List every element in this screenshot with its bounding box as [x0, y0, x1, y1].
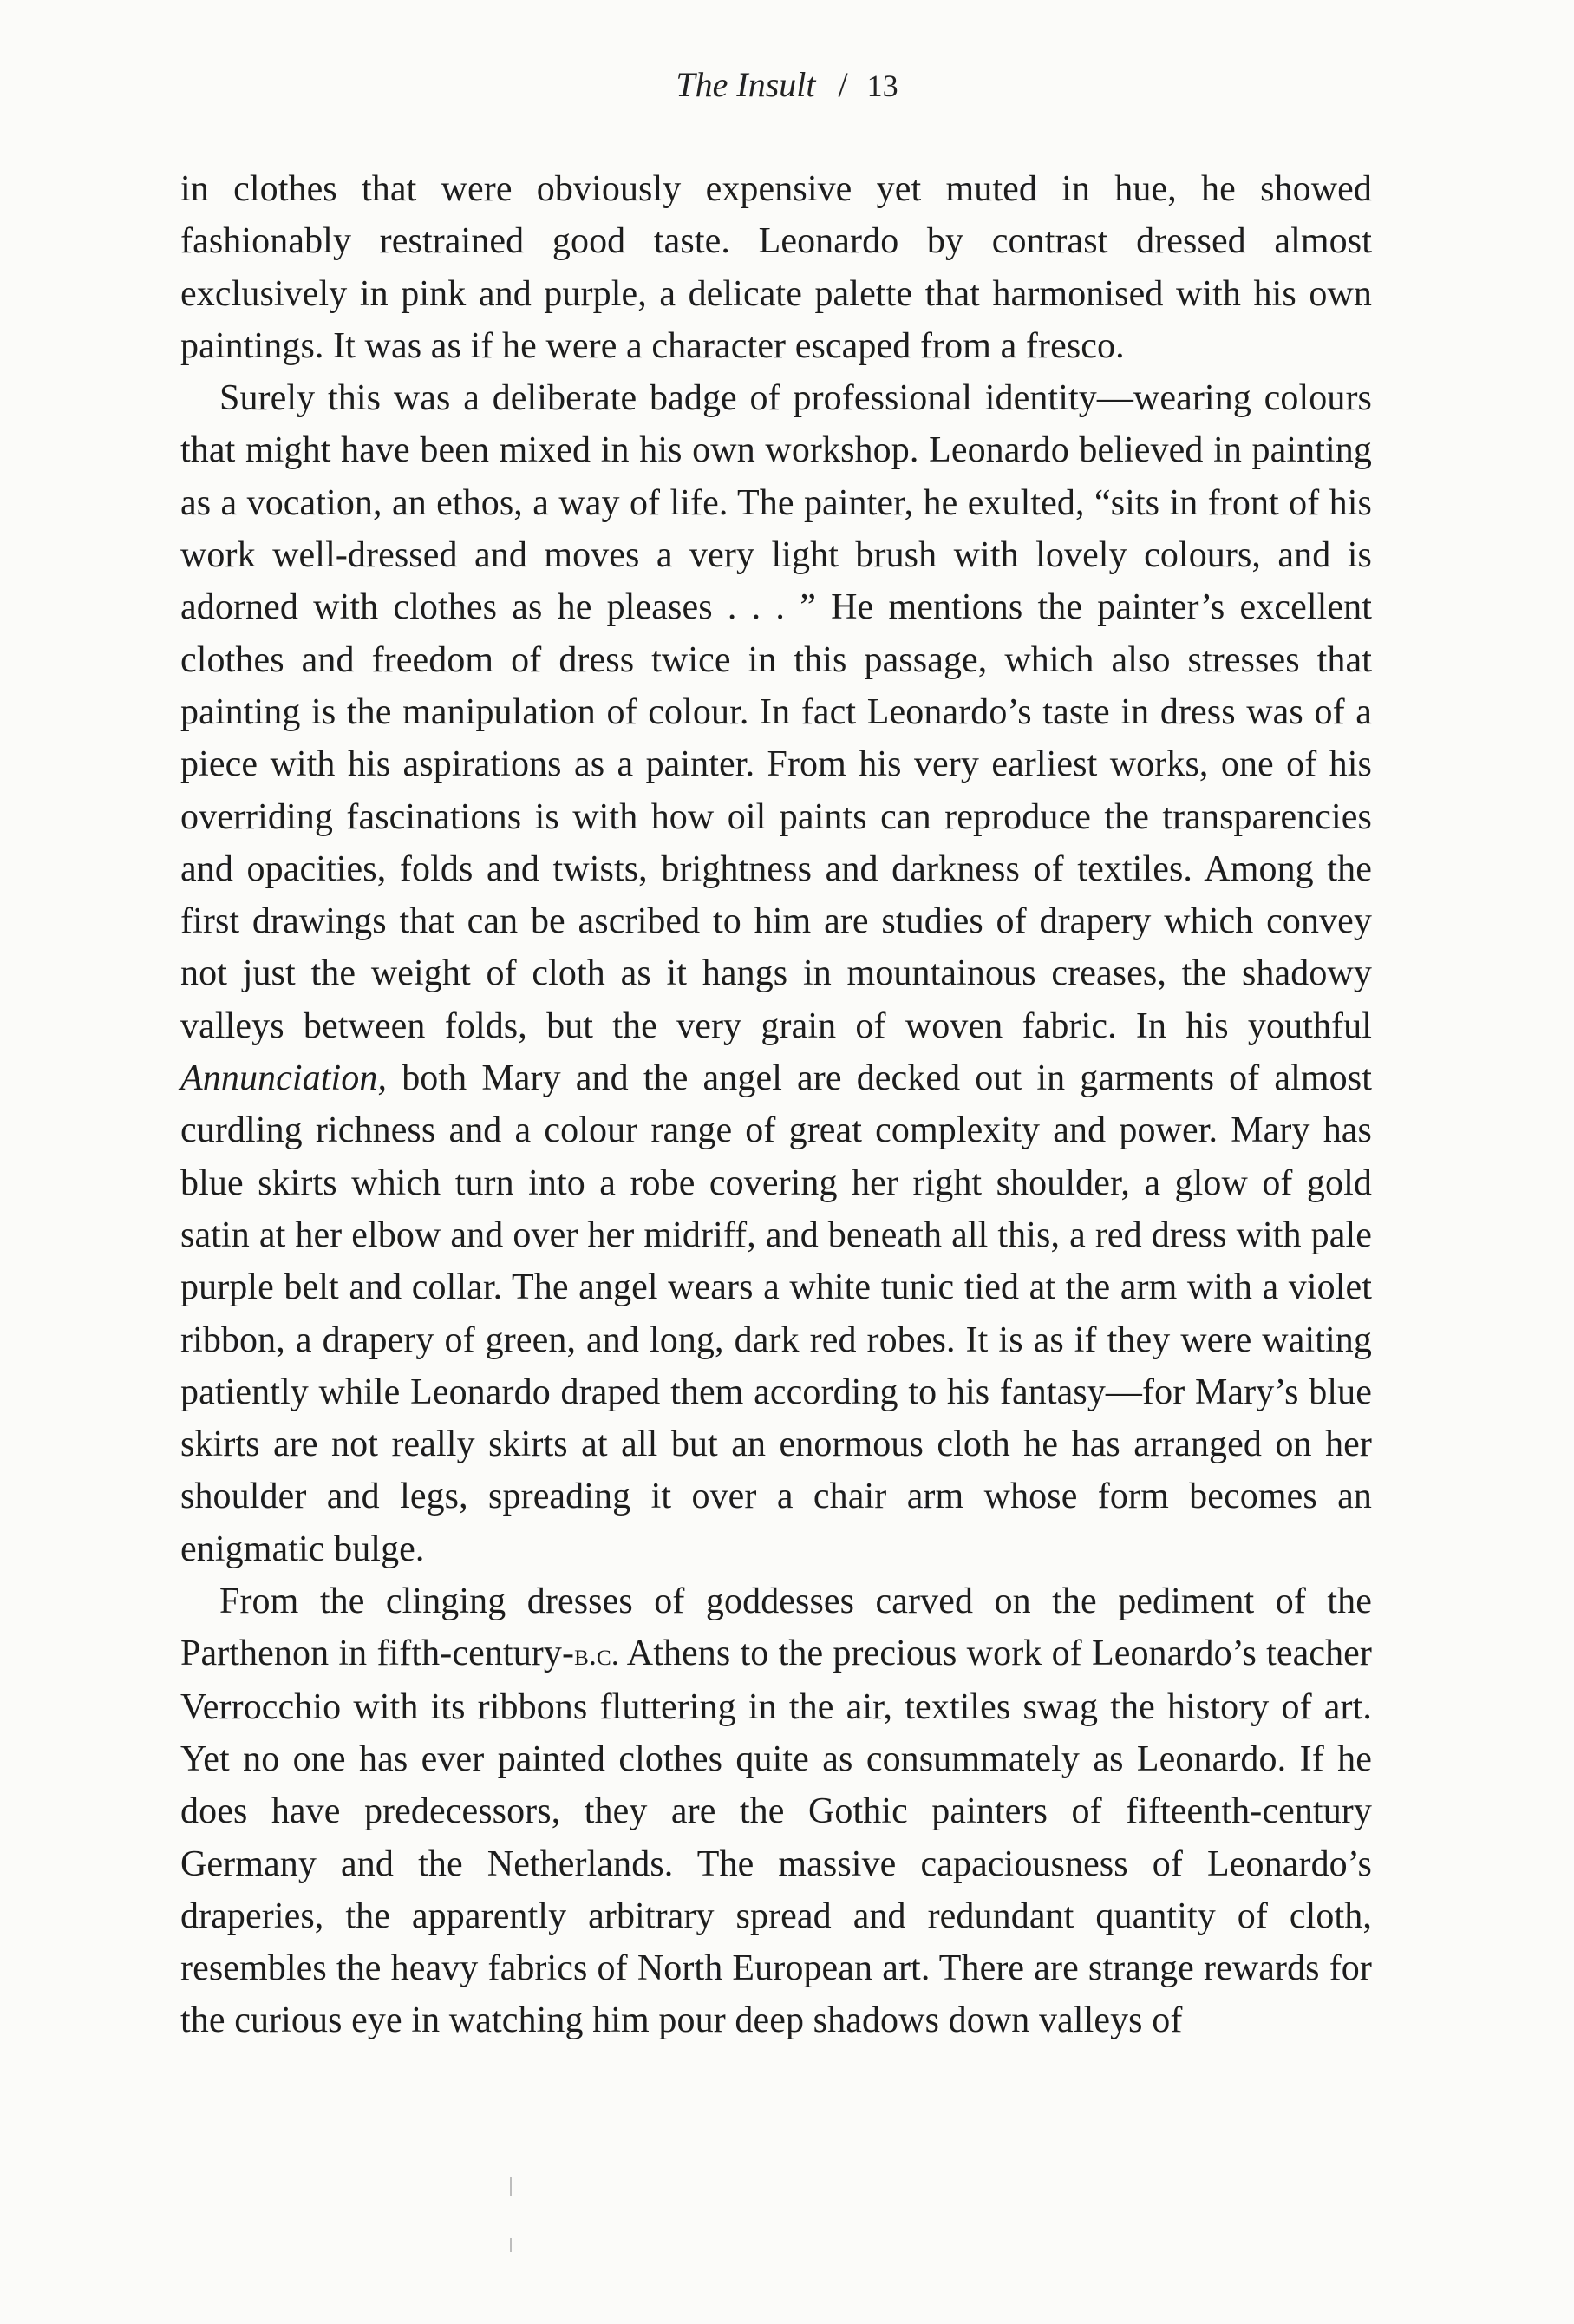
- era-abbreviation: b.c.: [574, 1637, 619, 1673]
- text-segment: Athens to the precious work of Leonardo’s teacher Verrocchio with its ribbons fluttering in the air, textiles swag the history of art. Yet no one has ever painted clothes quite as consummately as Leonardo. If he does have predecessors, they are the Gothic painters of fifteenth-century Germany and the Netherlands. The massive capaciousness of Leonardo’s draperies, the apparently arbitrary spread and redundant quantity of cloth, resembles the heavy fabrics of North European art. There are strange rewards for the curious eye in watching him pour deep shadows down valleys of: [180, 1633, 1372, 2041]
- paragraph-2: [180, 372, 1372, 1575]
- body-text: [180, 163, 1372, 2047]
- text-segment: From the clinging dresses of goddesses carved on the pediment of the Parthenon in fifth-century-: [180, 1581, 1372, 1674]
- scan-mark: [510, 2238, 512, 2252]
- paragraph-1: [180, 163, 1372, 372]
- running-head-separator: /: [838, 65, 848, 104]
- scan-mark: [510, 2177, 512, 2196]
- text-segment: in clothes that were obviously expensive yet muted in hue, he showed fashionably restrained good taste. Leonardo by contrast dressed almost exclusively in pink and purple, a delicate palette that harmonised with his own paintings. It was as if he were a character escaped from a fresco.: [180, 169, 1372, 366]
- text-segment: both Mary and the angel are decked out in garments of almost curdling richness and a colour range of great complexity and power. Mary has blue skirts which turn into a robe covering her right shoulder, a glow of gold satin at her elbow and over her midriff, and beneath all this, a red dress with pale purple belt and collar. The angel wears a white tunic tied at the arm with a violet ribbon, a drapery of green, and long, dark red robes. It is as if they were waiting patiently while Leonardo draped them according to his fantasy—for Mary’s blue skirts are not really skirts at all but an enormous cloth he has arranged on her shoulder and legs, spreading it over a chair arm whose form becomes an enigmatic bulge.: [180, 1058, 1372, 1569]
- page-number: 13: [866, 69, 898, 103]
- running-head: [0, 64, 1574, 107]
- paragraph-3: [180, 1575, 1372, 2047]
- artwork-title-annunciation: Annunciation,: [180, 1058, 388, 1099]
- text-segment: Surely this was a deliberate badge of professional identity—wearing colours that might have been mixed in his own workshop. Leonardo believed in painting as a vocation, an ethos, a way of life. The painter, he exulted, “sits in front of his work well-dressed and moves a very light brush with lovely colours, and is adorned with clothes as he pleases . . . ” He mentions the painter’s excellent clothes and freedom of dress twice in this passage, which also stresses that painting is the manipulation of colour. In fact Leonardo’s taste in dress was of a piece with his aspirations as a painter. From his very earliest works, one of his overriding fascinations is with how oil paints can reproduce the transparencies and opacities, folds and twists, brightness and darkness of textiles. Among the first drawings that can be ascribed to him are studies of drapery which convey not just the weight of cloth as it hangs in mountainous creases, the shadowy valleys between folds, but the very grain of woven fabric. In his youthful: [180, 378, 1372, 1046]
- chapter-title: The Insult: [676, 65, 816, 104]
